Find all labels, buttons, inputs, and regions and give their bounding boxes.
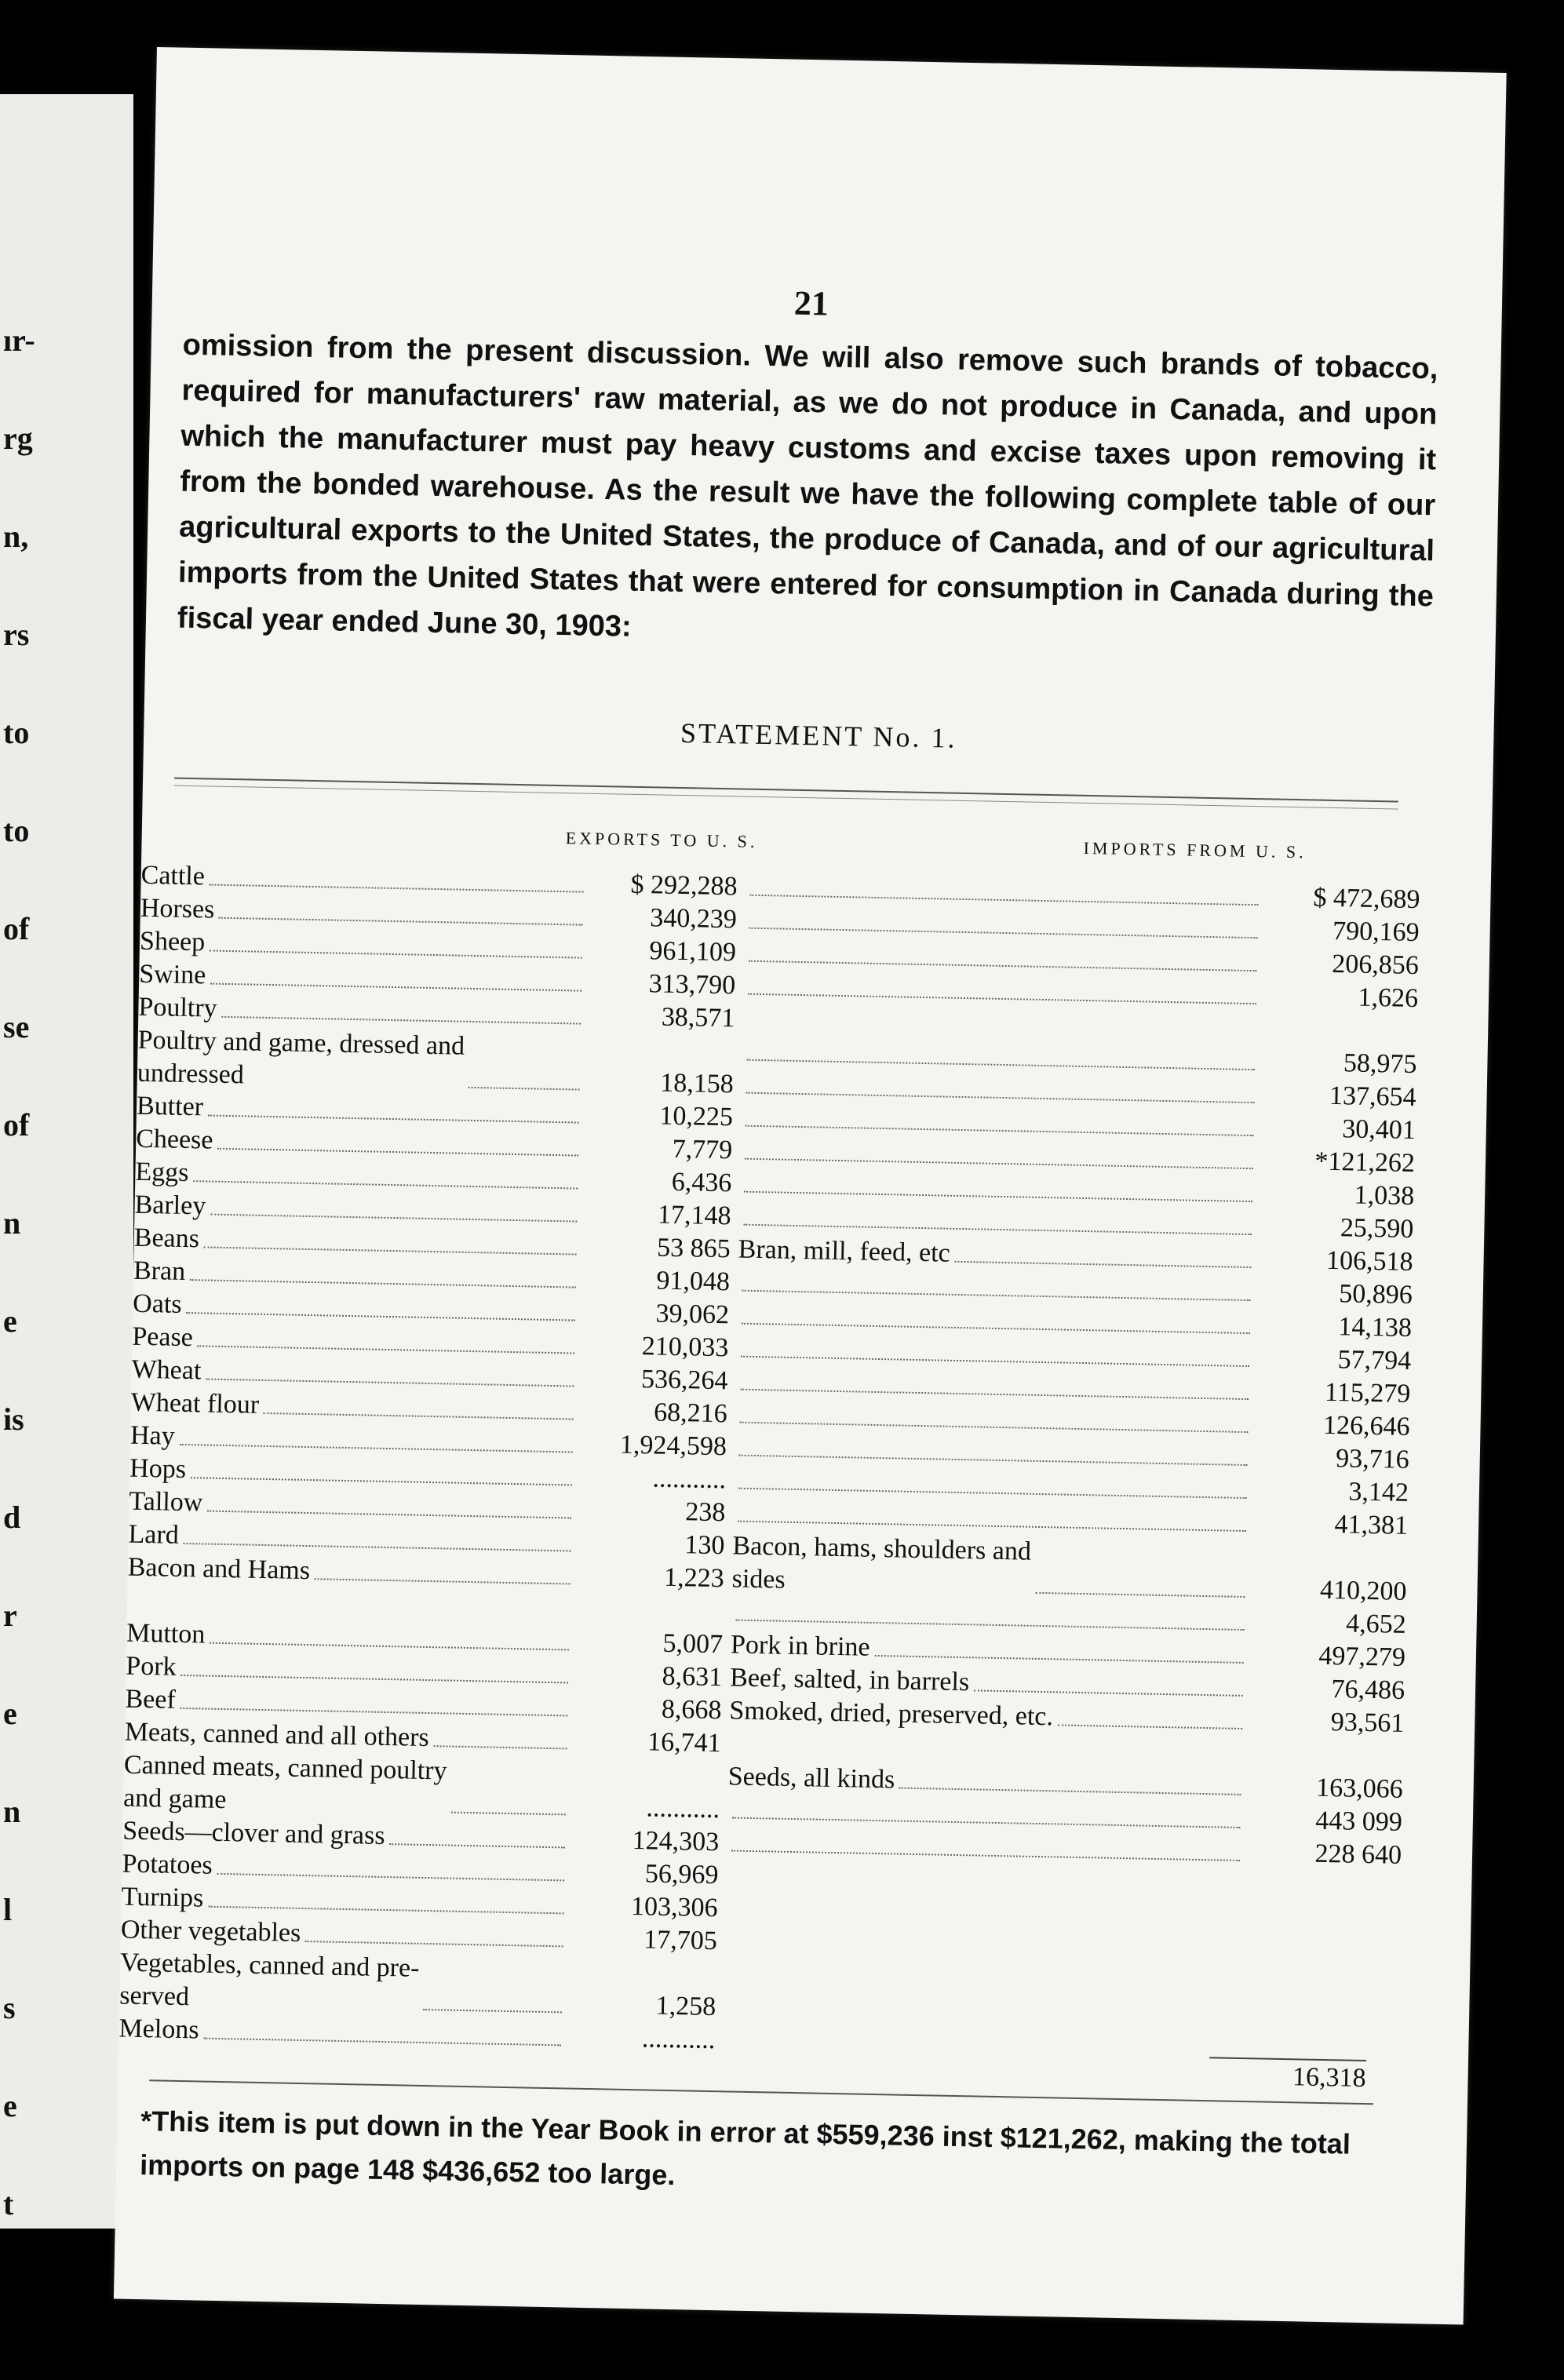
row-label: Melons — [118, 2014, 199, 2045]
row-value: 3,142 — [1348, 1477, 1409, 1507]
exports-column-header: EXPORTS TO U. S. — [565, 828, 758, 851]
export-row — [119, 1947, 716, 2025]
row-value: 1,038 — [1354, 1180, 1415, 1212]
intro-paragraph: omission from the present discussion. We will also remove such brands of tobacco, required for manufacturers' raw material, as we do not produce in Canada, and upon which the manufacturer must pay heavy customs and excise taxes upon removing it from the bonded warehouse. As the result we have the following complete table of our agricultural exports to the United States, the produce of Canada, and of our agricultural imports from the United States that were entered for consumption in Canada during the fiscal year ended June 30, 1903: — [177, 328, 1438, 643]
dot-leader — [179, 1444, 572, 1453]
row-value: 39,062 — [655, 1299, 730, 1330]
left-page-fragment: n, — [3, 519, 29, 554]
row-label: Potatoes — [122, 1849, 213, 1880]
left-page-edge — [0, 94, 133, 2229]
row-value: 497,279 — [1318, 1641, 1406, 1672]
row-value: 93,561 — [1330, 1708, 1405, 1738]
dot-leader — [451, 1812, 566, 1816]
import-row — [731, 1529, 1407, 1608]
row-value: 4,652 — [1345, 1609, 1407, 1639]
dot-leader — [746, 1125, 1254, 1136]
row-value: 130 — [684, 1530, 725, 1561]
row-label: Pork — [126, 1651, 177, 1682]
dot-leader — [874, 1655, 1243, 1664]
dot-leader — [740, 1389, 1249, 1400]
row-value: 410,200 — [1319, 1575, 1407, 1606]
row-label: Barley — [134, 1190, 206, 1221]
dot-leader — [739, 1422, 1248, 1433]
row-label: Hay — [129, 1420, 176, 1451]
row-value: 76,486 — [1331, 1675, 1405, 1705]
row-label: Tallow — [129, 1486, 203, 1518]
row-value: $ 472,689 — [1313, 883, 1420, 915]
dot-leader — [741, 1356, 1249, 1367]
left-page-fragment: of — [3, 911, 30, 946]
dot-leader — [207, 1511, 571, 1519]
dot-leader — [219, 917, 583, 926]
dot-leader — [1035, 1592, 1245, 1598]
dot-leader — [203, 2038, 561, 2047]
row-value: 340,239 — [649, 903, 738, 935]
row-value: 106,518 — [1325, 1245, 1413, 1277]
dot-leader — [217, 1148, 578, 1157]
left-page-fragment: r — [3, 1598, 17, 1633]
left-page-fragment: s — [3, 1990, 16, 2025]
page-number: 21 — [793, 283, 829, 323]
row-value: 1,626 — [1358, 982, 1419, 1014]
row-value: ........... — [641, 2024, 716, 2055]
imports-column-header: IMPORTS FROM U. S. — [1083, 837, 1307, 862]
left-page-fragment: ır- — [3, 323, 35, 358]
row-value: 56,969 — [644, 1859, 719, 1890]
dot-leader — [221, 1016, 581, 1025]
row-value: 30,401 — [1341, 1114, 1416, 1146]
row-value: 18,158 — [659, 1068, 735, 1099]
row-value: 1,223 — [663, 1562, 725, 1594]
dot-leader — [742, 1323, 1250, 1334]
dot-leader — [315, 1578, 571, 1584]
row-value: 443 099 — [1315, 1806, 1403, 1837]
left-page-fragment: to — [3, 715, 30, 750]
row-value: 5,007 — [662, 1628, 724, 1660]
row-value: 1,258 — [655, 1991, 716, 2022]
dot-leader — [899, 1788, 1241, 1795]
row-label: Lard — [128, 1519, 180, 1550]
left-page-fragment: d — [3, 1500, 21, 1535]
row-value: 38,571 — [661, 1002, 735, 1033]
row-value: 57,794 — [1337, 1345, 1412, 1376]
row-label: Beef — [125, 1684, 177, 1715]
table-top-rule — [174, 778, 1398, 803]
dot-leader — [305, 1941, 563, 1947]
dot-leader — [736, 1620, 1245, 1631]
row-label: Wheat — [131, 1354, 202, 1386]
dot-leader — [746, 1059, 1255, 1070]
row-label: Horses — [140, 893, 215, 924]
row-label: Poultry — [138, 992, 217, 1023]
dot-leader — [389, 1843, 565, 1848]
row-value: 8,668 — [661, 1694, 722, 1726]
dot-leader — [184, 1543, 571, 1551]
row-label: Wheat flour — [130, 1387, 260, 1420]
row-value: 1,924,598 — [619, 1430, 727, 1462]
row-label: Meats, canned and all others — [124, 1717, 430, 1753]
row-value: 91,048 — [656, 1266, 731, 1297]
row-label: Seeds—clover and grass — [122, 1816, 385, 1850]
dot-leader — [748, 993, 1256, 1004]
row-label: Eggs — [135, 1157, 189, 1188]
dot-leader — [264, 1412, 574, 1420]
dot-leader — [217, 1873, 565, 1881]
dot-leader — [738, 1488, 1247, 1499]
row-value: 10,225 — [659, 1101, 734, 1132]
row-label: Pease — [132, 1321, 194, 1353]
left-page-fragment: l — [3, 1892, 13, 1927]
row-value: ........... — [646, 1793, 720, 1824]
export-row — [123, 1749, 720, 1827]
footnote: *This item is put down in the Year Book in error at $559,236 inst $121,262, making the total imports on page 148 $436,652 too large. — [139, 2105, 1351, 2192]
table-bottom-rule — [149, 2079, 1373, 2105]
dot-leader — [208, 1114, 579, 1123]
row-value: 58,975 — [1343, 1048, 1417, 1080]
row-value: 93,716 — [1335, 1444, 1410, 1474]
dot-leader — [749, 928, 1258, 939]
dot-leader — [738, 1521, 1246, 1532]
row-value: 41,381 — [1334, 1510, 1409, 1540]
dot-leader — [731, 1850, 1240, 1861]
row-label: Beef, salted, in barrels — [729, 1663, 970, 1697]
dot-leader — [210, 949, 582, 958]
row-value: 68,216 — [653, 1398, 728, 1429]
left-page-fragment: n — [3, 1205, 21, 1241]
dot-leader — [423, 2009, 562, 2013]
row-label: Bran — [133, 1256, 186, 1286]
dot-leader — [743, 1224, 1252, 1235]
dot-leader — [186, 1312, 575, 1321]
row-value: 25,590 — [1340, 1213, 1414, 1245]
row-label: Turnips — [121, 1882, 204, 1913]
dot-leader — [434, 1745, 567, 1749]
dot-leader — [739, 1455, 1248, 1466]
left-page-fragment: rs — [3, 617, 30, 652]
row-label: Other vegetables — [120, 1915, 301, 1948]
page — [114, 47, 1507, 2324]
dot-leader — [742, 1290, 1251, 1301]
row-value: 137,654 — [1329, 1081, 1416, 1113]
statement-title: STATEMENT No. 1. — [680, 716, 957, 754]
row-value: 210,033 — [641, 1332, 729, 1363]
row-label: Cheese — [135, 1124, 213, 1155]
left-page-fragment: of — [3, 1107, 30, 1143]
dot-leader — [210, 884, 584, 892]
row-label: Oats — [132, 1288, 182, 1319]
left-page-fragment: se — [3, 1009, 30, 1044]
row-value: 17,148 — [657, 1200, 731, 1231]
row-value: $ 292,288 — [630, 869, 738, 902]
row-value: 536,264 — [640, 1365, 728, 1396]
row-value: *121,262 — [1314, 1146, 1416, 1179]
row-label: Seeds, all kinds — [727, 1762, 895, 1795]
dot-leader — [749, 895, 1258, 906]
row-value: 206,856 — [1331, 949, 1420, 981]
row-label: Beans — [133, 1223, 200, 1254]
export-row — [137, 1024, 734, 1102]
dot-leader — [1058, 1724, 1242, 1729]
row-label: Swine — [138, 959, 206, 990]
row-label: Bacon and Hams — [127, 1552, 311, 1586]
dot-leader — [208, 1906, 563, 1915]
dot-leader — [746, 1092, 1255, 1103]
left-page-fragment: n — [3, 1794, 21, 1829]
left-page-fragment: is — [3, 1401, 24, 1437]
row-value: 790,169 — [1332, 916, 1420, 948]
left-page-fragment: e — [3, 1303, 17, 1339]
row-value: 313,790 — [648, 969, 736, 1000]
row-value: 126,646 — [1322, 1410, 1410, 1441]
row-label: Mutton — [126, 1618, 206, 1649]
row-value: 50,896 — [1338, 1279, 1413, 1310]
row-label: Bran, mill, feed, etc — [738, 1234, 951, 1268]
left-page-fragment: rg — [3, 421, 33, 456]
row-value: 7,779 — [672, 1134, 733, 1165]
row-label: Poultry and game, dressed and undressed — [137, 1025, 465, 1090]
row-label: Canned meats, canned poultry and game — [122, 1750, 447, 1815]
row-label: Vegetables, canned and pre- served — [118, 1948, 420, 2012]
dot-leader — [198, 1345, 575, 1354]
left-page-fragment: e — [3, 1696, 17, 1731]
dot-leader — [191, 1477, 572, 1485]
dot-leader — [210, 1642, 569, 1651]
row-value: 53 865 — [656, 1233, 731, 1264]
row-label: Sheep — [139, 926, 206, 957]
row-value: 163,066 — [1315, 1773, 1404, 1804]
left-page-fragment: e — [3, 2088, 17, 2123]
left-page-fragment: to — [3, 813, 30, 848]
row-value: 238 — [684, 1497, 726, 1528]
row-value: 124,303 — [632, 1826, 720, 1857]
row-value: ........... — [652, 1463, 727, 1495]
dot-leader — [954, 1261, 1251, 1268]
row-value: 115,279 — [1324, 1377, 1411, 1409]
dot-leader — [468, 1087, 580, 1091]
imports-table — [724, 871, 1420, 2004]
left-page-fragment: t — [3, 2186, 14, 2221]
imports-total: 16,318 — [1292, 2062, 1366, 2094]
row-value: 8,631 — [662, 1661, 723, 1693]
dot-leader — [180, 1708, 568, 1716]
dot-leader — [732, 1817, 1241, 1828]
row-label: Cattle — [140, 860, 206, 891]
row-value — [1241, 2001, 1398, 2004]
dot-leader — [193, 1180, 578, 1189]
dot-leader — [210, 1214, 577, 1223]
dot-leader — [180, 1675, 568, 1683]
row-value: 17,705 — [643, 1925, 718, 1956]
row-value: 6,436 — [671, 1167, 732, 1198]
dot-leader — [745, 1158, 1253, 1169]
dot-leader — [206, 1379, 574, 1387]
dot-leader — [744, 1191, 1252, 1202]
dot-leader — [204, 1246, 577, 1255]
row-label: Pork in brine — [730, 1630, 870, 1662]
row-value: 228 640 — [1314, 1839, 1402, 1870]
row-label: Butter — [136, 1091, 204, 1122]
row-value: 16,741 — [647, 1727, 721, 1759]
row-label: Hops — [129, 1453, 187, 1485]
row-value: 14,138 — [1338, 1312, 1413, 1343]
dot-leader — [190, 1279, 576, 1288]
row-value: 103,306 — [630, 1892, 718, 1923]
dot-leader — [210, 983, 581, 992]
row-value: 961,109 — [649, 936, 737, 968]
exports-table — [118, 859, 738, 2057]
dot-leader — [749, 960, 1257, 971]
row-label: Smoked, dried, preserved, etc. — [729, 1696, 1054, 1732]
row-label: Bacon, hams, shoulders and sides — [731, 1531, 1032, 1595]
dot-leader — [974, 1689, 1243, 1697]
